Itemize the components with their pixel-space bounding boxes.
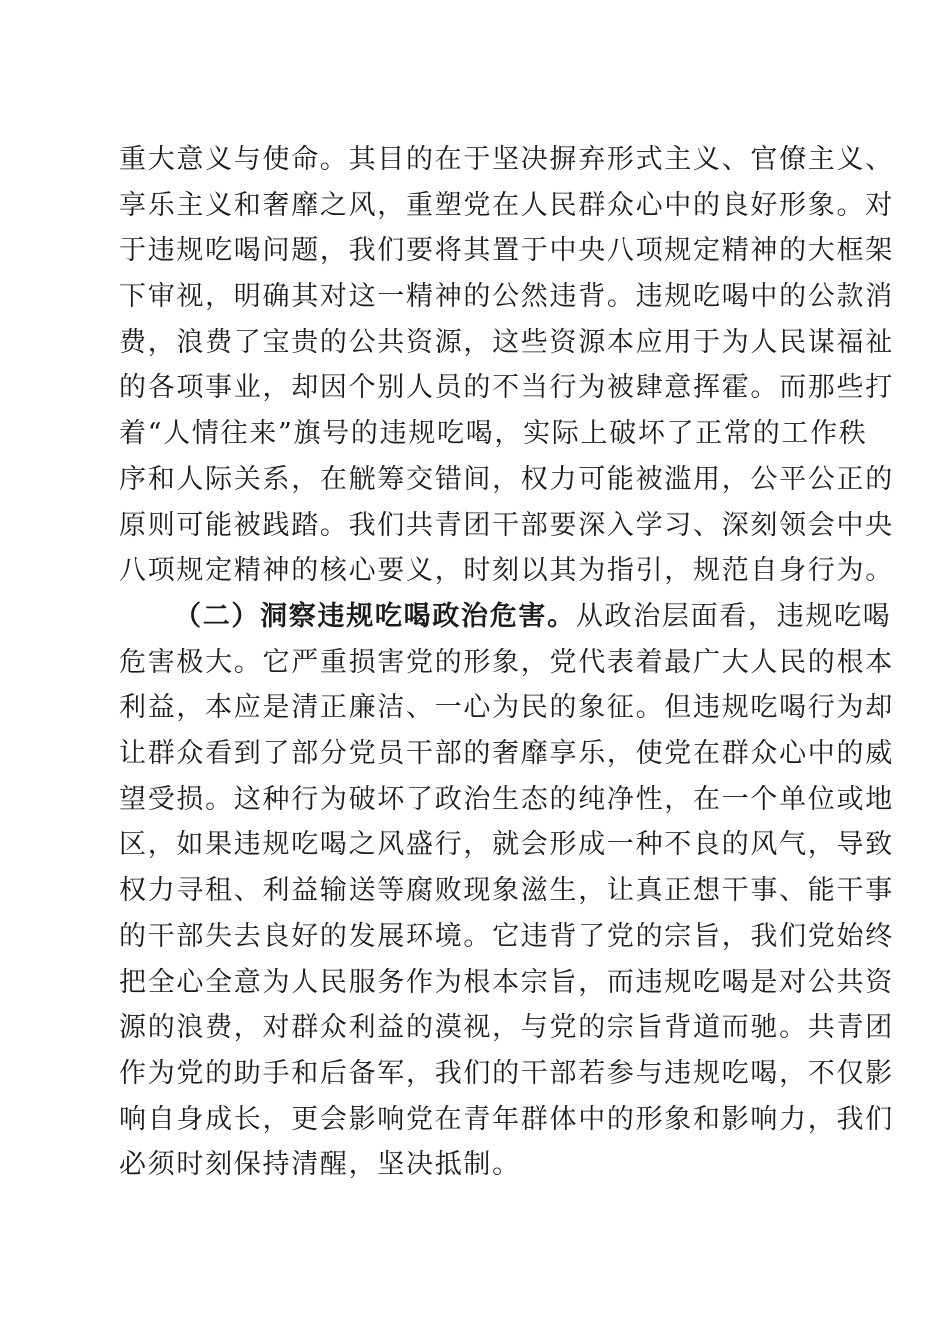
text-line: 下审视，明确其对这一精神的公然违背。违规吃喝中的公款消: [119, 281, 894, 313]
text-line: 必须时刻保持清醒，坚决抵制。: [119, 1149, 521, 1181]
text-line: 源的浪费，对群众利益的漠视，与党的宗旨背道而驰。共青团: [119, 1012, 894, 1044]
text-line: 八项规定精神的核心要义，时刻以其为指引，规范自身行为。: [119, 555, 894, 587]
section-heading: （二）洞察违规吃喝政治危害。: [174, 601, 576, 632]
text-line: 的各项事业，却因个别人员的不当行为被肆意挥霍。而那些打: [119, 372, 894, 404]
text-line: 让群众看到了部分党员干部的奢靡享乐，使党在群众心中的威: [119, 738, 894, 770]
text-line: 原则可能被践踏。我们共青团干部要深入学习、深刻领会中央: [119, 509, 894, 541]
text-line: 作为党的助手和后备军，我们的干部若参与违规吃喝，不仅影: [119, 1057, 894, 1089]
text-line: 响自身成长，更会影响党在青年群体中的形象和影响力，我们: [119, 1103, 894, 1135]
text-line: 望受损。这种行为破坏了政治生态的纯净性，在一个单位或地: [119, 783, 894, 815]
text-line: 危害极大。它严重损害党的形象，党代表着最广大人民的根本: [119, 646, 894, 678]
text-line: 重大意义与使命。其目的在于坚决摒弃形式主义、官僚主义、: [119, 144, 894, 175]
text-line: 区，如果违规吃喝之风盛行，就会形成一种不良的风气，导致: [119, 829, 894, 861]
text-line: 利益，本应是清正廉洁、一心为民的象征。但违规吃喝行为却: [119, 692, 894, 724]
paragraph-continuation: [119, 137, 894, 594]
paragraph-section-two: [119, 594, 894, 1188]
text-line: 于违规吃喝问题，我们要将其置于中央八项规定精神的大框架: [119, 235, 894, 267]
text-line: 权力寻租、利益输送等腐败现象滋生，让真正想干事、能干事: [119, 875, 894, 907]
first-line: [119, 594, 892, 640]
text-line: 费，浪费了宝贵的公共资源，这些资源本应用于为人民谋福祉: [119, 326, 894, 358]
text-line: 着“人情往来”旗号的违规吃喝，实际上破坏了正常的工作秩: [119, 418, 868, 450]
text-line: 的干部失去良好的发展环境。它违背了党的宗旨，我们党始终: [119, 920, 894, 952]
first-line-text: 从政治层面看，违规吃喝: [575, 601, 892, 632]
text-line: 享乐主义和奢靡之风，重塑党在人民群众心中的良好形象。对: [119, 189, 894, 221]
text-line: 把全心全意为人民服务作为根本宗旨，而违规吃喝是对公共资: [119, 966, 894, 998]
text-line: 序和人际关系，在觥筹交错间，权力可能被滥用，公平公正的: [119, 463, 894, 495]
